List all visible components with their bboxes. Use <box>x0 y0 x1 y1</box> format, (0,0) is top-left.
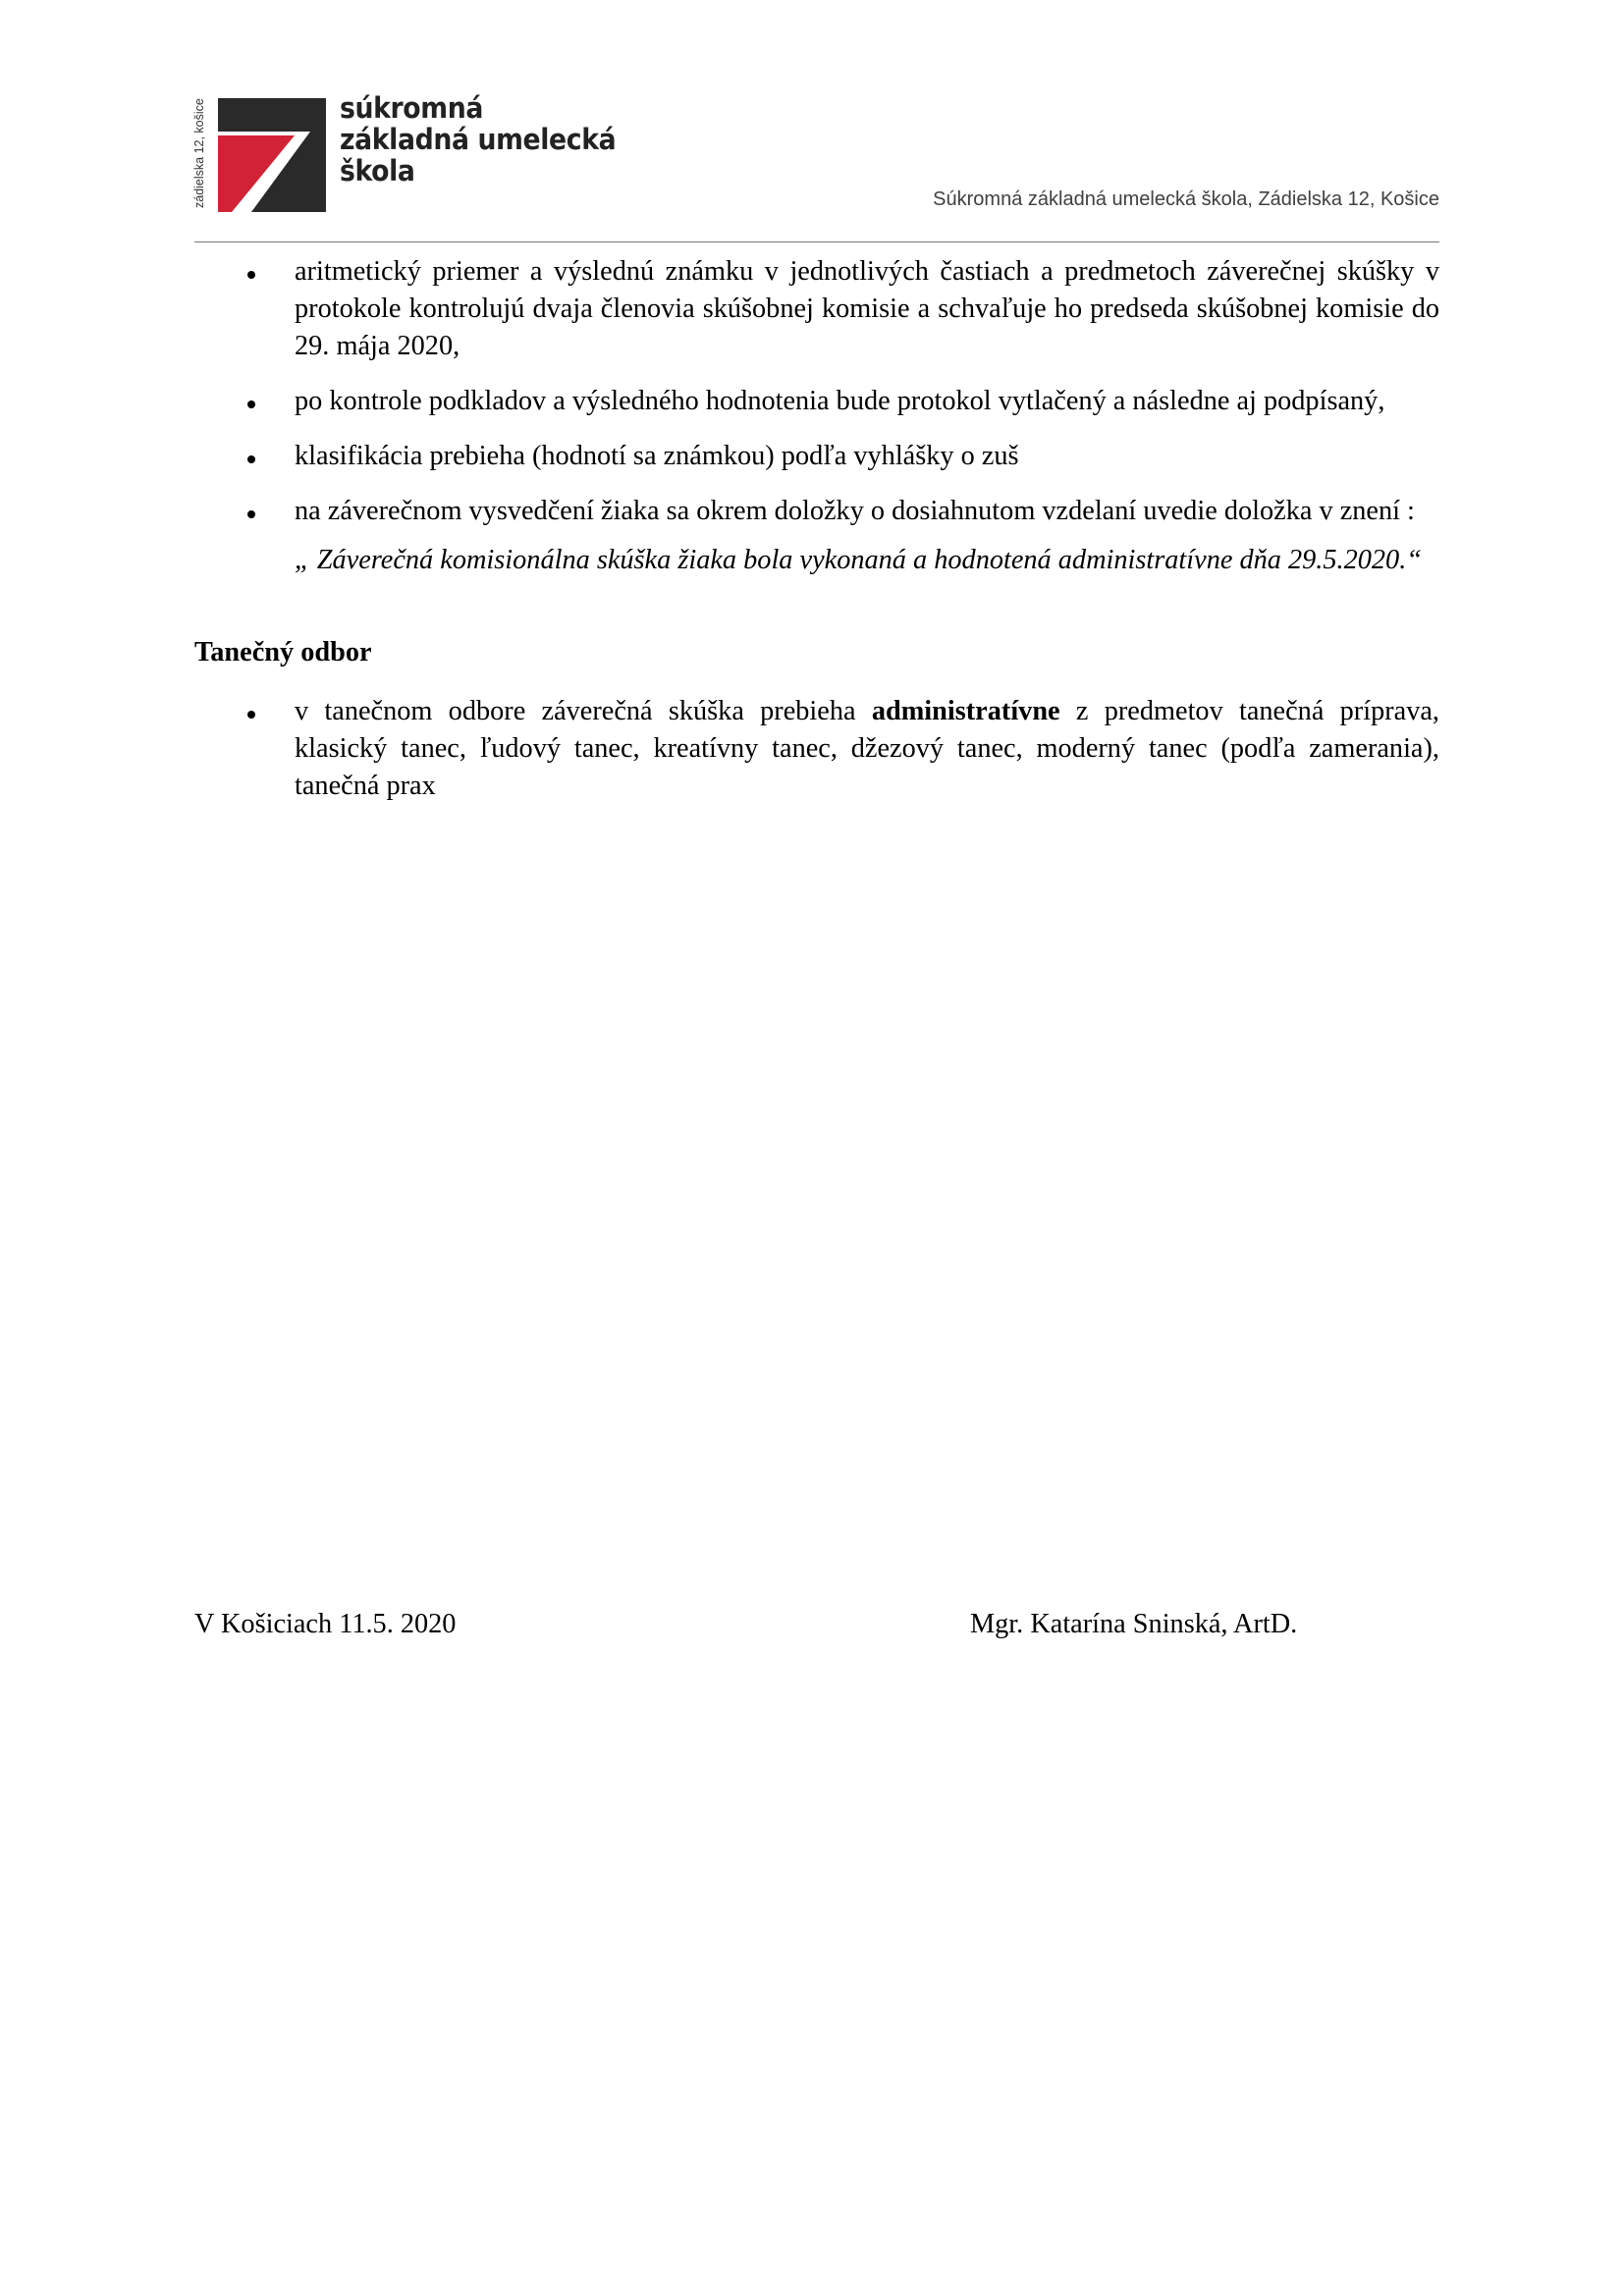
list-item <box>194 438 1439 475</box>
list-item-text-start: v tanečnom odbore záverečná skúška prebieha <box>295 696 872 726</box>
exam-rules-list <box>194 253 1439 530</box>
list-item-text: aritmetický priemer a výslednú známku v jednotlivých častiach a predmetoch záverečnej skúšky v protokole kontrolujú dvaja členovia skúšobnej komisie a schvaľuje ho predseda skúšobnej komisie do 29. mája 2020, <box>295 256 1439 361</box>
logo-vertical-text: zádielska 12, košice <box>192 98 206 208</box>
logo-line-1: súkromná <box>340 91 483 125</box>
logo-line-2: základná umelecká <box>340 123 617 156</box>
list-item-emphasis: administratívne <box>871 696 1060 726</box>
list-item <box>194 493 1439 530</box>
list-item <box>194 253 1439 365</box>
list-item <box>194 383 1439 420</box>
header-divider <box>194 241 1439 242</box>
list-item <box>194 693 1439 805</box>
signatory-name: Mgr. Katarína Sninská, ArtD. <box>970 1609 1298 1639</box>
bullet-icon <box>247 400 255 408</box>
document-body <box>194 253 1439 823</box>
list-item-text-end: z predmetov tanečná príprava, klasický tanec, ľudový tanec, kreatívny tanec, džezový tanec, moderný tanec (podľa zamerania), tanečná prax <box>295 696 1439 801</box>
logo-line-3: škola <box>340 154 415 187</box>
list-item-text: na záverečnom vysvedčení žiaka sa okrem doložky o dosiahnutom vzdelaní uvedie doložka v znení : <box>295 496 1415 526</box>
header-address: Súkromná základná umelecká škola, Zádielska 12, Košice <box>933 188 1439 210</box>
bullet-icon <box>247 271 255 279</box>
list-item-text: po kontrole podkladov a výsledného hodnotenia bude protokol vytlačený a následne aj podpísaný, <box>295 386 1385 416</box>
dance-rules-list <box>194 693 1439 805</box>
section-heading-dance: Tanečný odbor <box>194 637 372 667</box>
list-item-text: klasifikácia prebieha (hodnotí sa známkou) podľa vyhlášky o zuš <box>295 441 1019 471</box>
bullet-icon <box>247 455 255 463</box>
certificate-clause-quote: „ Záverečná komisionálna skúška žiaka bola vykonaná a hodnotená administratívne dňa 29.5.2020.“ <box>295 545 1422 575</box>
place-and-date: V Košiciach 11.5. 2020 <box>194 1609 457 1639</box>
logo-wordmark <box>340 92 640 187</box>
bullet-icon <box>247 711 255 719</box>
bullet-icon <box>247 510 255 518</box>
